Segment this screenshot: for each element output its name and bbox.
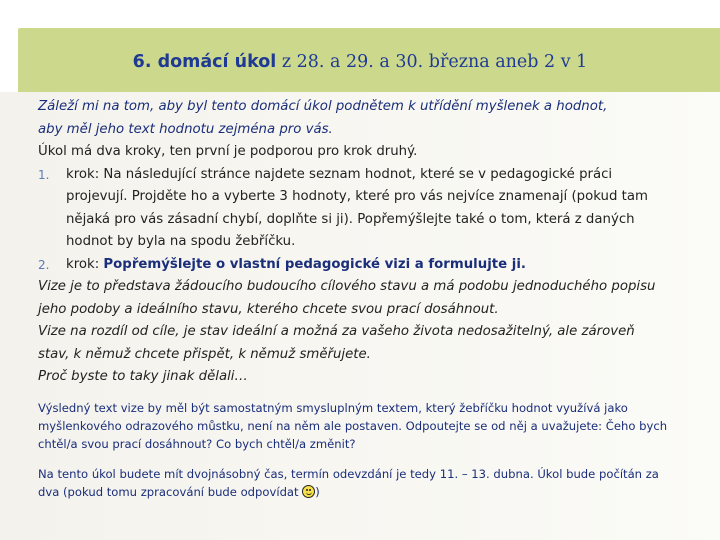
step-2-number: 2. [38,257,50,272]
intro-line-2: aby měl jeho text hodnotu zejména pro vás. [38,121,333,137]
vision-note: Výsledný text vize by měl být samostatným smysluplným textem, který žebříčku hodnot využívá jako myšlenkového odrazového můstku, není na něm ale postaven. Odpoutejte se od něj a uvažujete: Čeho bych chtěl/a svou prací dosáhnout? Co bych chtěl/a změnit? [38,400,668,451]
step-1-number: 1. [38,167,50,182]
vision-paragraph-3: Proč byste to taky jinak dělali… [38,369,248,384]
smiley-icon [302,485,315,498]
step-2-bold-text: Popřemýšlejte o vlastní pedagogické vizi a formulujte ji. [103,256,526,272]
intro-line-1: Záleží mi na tom, aby byl tento domácí úkol podnětem k utřídění myšlenek a hodnot, [38,99,608,114]
deadline-note [38,465,670,501]
task-intro: Úkol má dva kroky, ten první je podporou pro krok druhý. [38,144,418,159]
deadline-end: ) [315,484,320,499]
step-1 [38,164,670,254]
vision-paragraph-1: Vize je to představa žádoucího budoucího cílového stavu a má podobu jednoduchého popisu jeho podoby a ideálního stavu, kterého chcete svou prací dosáhnout. [38,279,656,317]
slide-content [38,96,670,501]
deadline-text: Na tento úkol budete mít dvojnásobný čas, termín odevzdání je tedy 11. – 13. dubna. Úkol bude počítán za dva (pokud tomu zpracování bude odpovídat [38,466,659,499]
step-2 [38,254,670,277]
step-1-text: krok: Na následující stránce najdete seznam hodnot, které se v pedagogické práci projevují. Projděte ho a vyberte 3 hodnoty, které pro vás nejvíce znamenají (pokud tam nějaká pro vás zásadní chybí, doplňte si ji). Popřemýšlejte také o tom, která z daných hodnot by byla na spodu žebříčku. [66,166,648,249]
title-prefix: 6. domácí úkol [132,52,277,72]
title-rest: z 28. a 29. a 30. března aneb 2 v 1 [276,52,588,72]
step-2-label: krok: [66,256,104,272]
vision-paragraph-2: Vize na rozdíl od cíle, je stav ideální a možná za vašeho života nedosažitelný, ale zároveň stav, k němuž chcete přispět, k němuž směřujete. [38,324,635,362]
page-title [0,52,720,72]
